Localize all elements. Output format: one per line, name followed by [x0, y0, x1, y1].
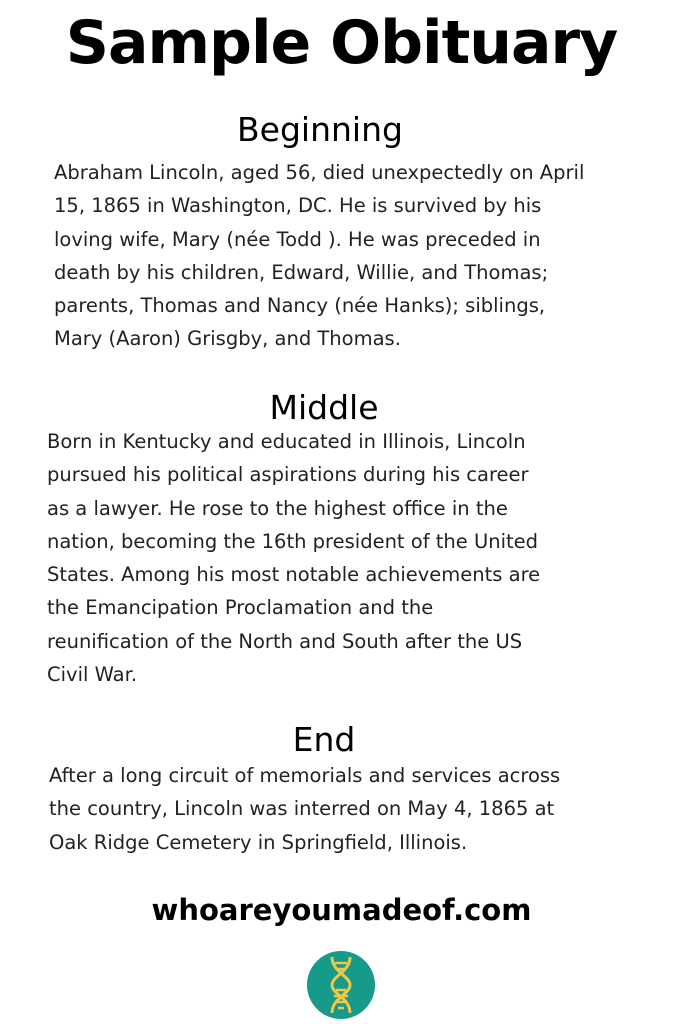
section-body-middle: Born in Kentucky and educated in Illinois, Lincoln pursued his political aspirations during his career as a lawyer. He rose to the highest office in the nation, becoming the 16th president of the United States. Among his most notable achievements are the Emancipation Proclamation and the reunification of the North and South after the US Civil War. [47, 430, 541, 687]
section-body-end: After a long circuit of memorials and services across the country, Lincoln was interred on May 4, 1865 at Oak Ridge Cemetery in Springfield, Illinois. [49, 764, 561, 854]
section-heading-end: End [292, 720, 356, 759]
page-title: Sample Obituary [65, 8, 618, 78]
website-link[interactable]: whoareyoumadeof.com [151, 893, 532, 927]
section-heading-beginning: Beginning [237, 110, 403, 149]
section-body-beginning: Abraham Lincoln, aged 56, died unexpectedly on April 15, 1865 in Washington, DC. He is survived by his loving wife, Mary (née Todd ). He was preceded in death by his children, Edward, Willie, and Thomas; parents, Thomas and Nancy (née Hanks); siblings, Mary (Aaron) Grisgby, and Thomas. [54, 161, 585, 351]
section-heading-middle: Middle [269, 388, 379, 427]
dna-helix-icon [306, 950, 376, 1020]
